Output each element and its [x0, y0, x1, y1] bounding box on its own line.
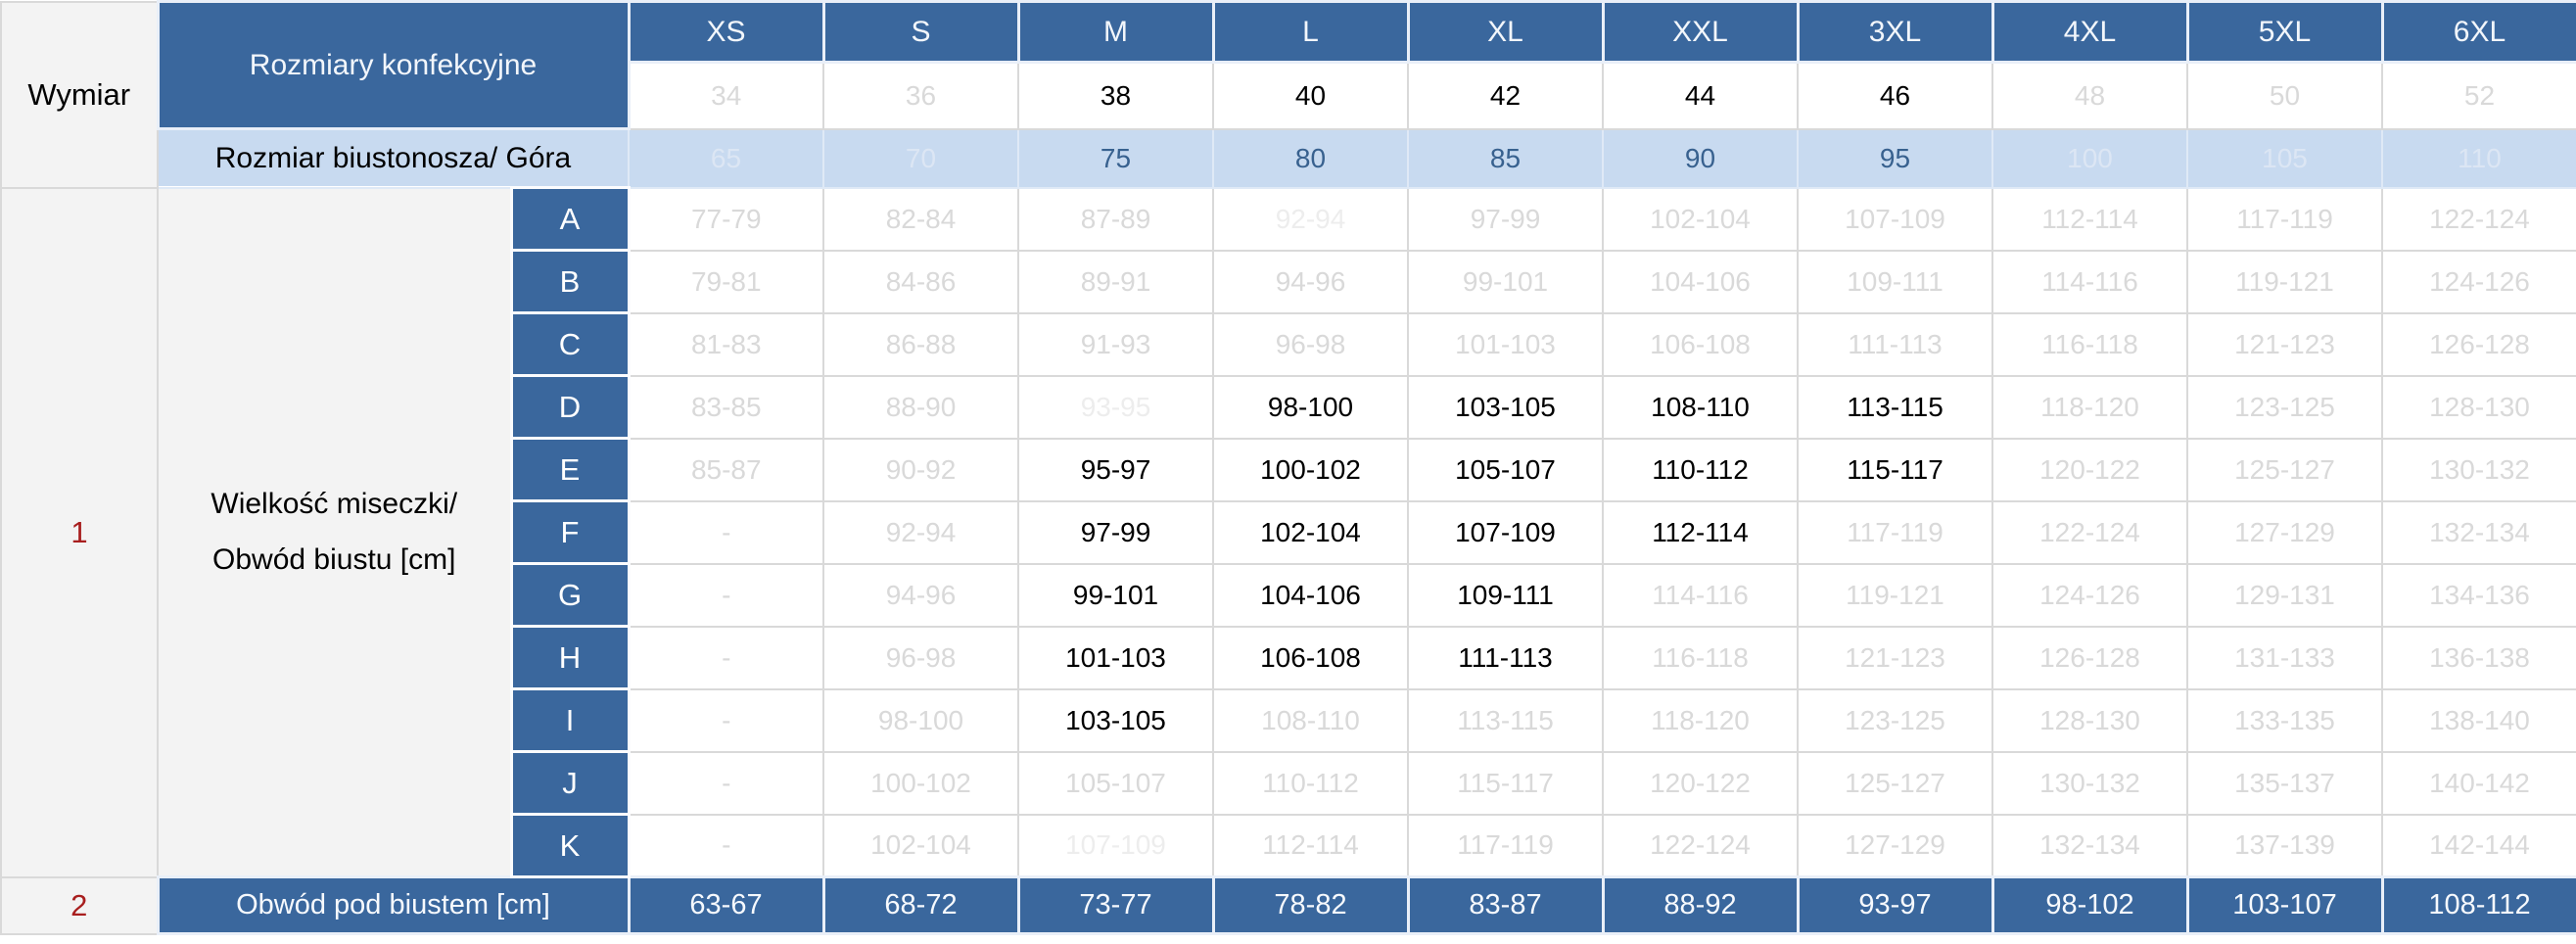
- measurement-cell: 116-118: [1992, 313, 2187, 376]
- measurement-cell: 134-136: [2382, 564, 2576, 627]
- dimension-label-cell: Wymiar: [1, 2, 158, 188]
- measurement-cell: 118-120: [1603, 689, 1798, 752]
- measurement-cell: 129-131: [2187, 564, 2382, 627]
- cup-letter-cell: H: [511, 627, 629, 689]
- measurement-cell: 89-91: [1018, 251, 1213, 313]
- cup-letter-cell: C: [511, 313, 629, 376]
- measurement-cell: 112-114: [1603, 501, 1798, 564]
- measurement-cell: 97-99: [1018, 501, 1213, 564]
- cup-letter-cell: E: [511, 439, 629, 501]
- measurement-cell: 92-94: [1213, 188, 1408, 251]
- measurement-cell: 140-142: [2382, 752, 2576, 815]
- measurement-cell: 114-116: [1992, 251, 2187, 313]
- band-size-cell: 80: [1213, 129, 1408, 188]
- measurement-cell: 99-101: [1408, 251, 1603, 313]
- measurement-cell: 103-105: [1018, 689, 1213, 752]
- size-column-header: 3XL: [1798, 2, 1992, 63]
- measurement-cell: 111-113: [1798, 313, 1992, 376]
- confection-size-cell: 40: [1213, 63, 1408, 129]
- measurement-cell: 92-94: [823, 501, 1018, 564]
- measurement-cell: 87-89: [1018, 188, 1213, 251]
- measurement-cell: 126-128: [2382, 313, 2576, 376]
- size-column-header: XL: [1408, 2, 1603, 63]
- measurement-cell: 94-96: [1213, 251, 1408, 313]
- confection-size-cell: 44: [1603, 63, 1798, 129]
- measurement-cell: 106-108: [1213, 627, 1408, 689]
- cup-letter-cell: A: [511, 188, 629, 251]
- measurement-cell: 79-81: [629, 251, 823, 313]
- measurement-cell: 128-130: [1992, 689, 2187, 752]
- confection-size-cell: 50: [2187, 63, 2382, 129]
- confection-size-cell: 42: [1408, 63, 1603, 129]
- measurement-cell: 126-128: [1992, 627, 2187, 689]
- measurement-cell: 101-103: [1408, 313, 1603, 376]
- measurement-cell: 84-86: [823, 251, 1018, 313]
- measurement-cell: 101-103: [1018, 627, 1213, 689]
- size-column-header: 4XL: [1992, 2, 2187, 63]
- measurement-cell: 142-144: [2382, 815, 2576, 877]
- band-size-cell: 75: [1018, 129, 1213, 188]
- measurement-cell: 96-98: [823, 627, 1018, 689]
- measurement-cell: 107-109: [1798, 188, 1992, 251]
- measurement-cell: 107-109: [1408, 501, 1603, 564]
- measurement-cell: 128-130: [2382, 376, 2576, 439]
- measurement-cell: 109-111: [1408, 564, 1603, 627]
- cup-letter-cell: J: [511, 752, 629, 815]
- measurement-cell: 99-101: [1018, 564, 1213, 627]
- measurement-cell: 107-109: [1018, 815, 1213, 877]
- underbust-cell: 103-107: [2187, 877, 2382, 934]
- measurement-cell: 120-122: [1603, 752, 1798, 815]
- measurement-cell: -: [629, 564, 823, 627]
- measurement-cell: 98-100: [823, 689, 1018, 752]
- measurement-cell: 110-112: [1603, 439, 1798, 501]
- measurement-cell: 86-88: [823, 313, 1018, 376]
- measurement-cell: 112-114: [1992, 188, 2187, 251]
- cup-section-label: [158, 188, 511, 877]
- measurement-cell: 104-106: [1603, 251, 1798, 313]
- measurement-cell: 113-115: [1408, 689, 1603, 752]
- measurement-cell: 137-139: [2187, 815, 2382, 877]
- measurement-cell: 112-114: [1213, 815, 1408, 877]
- measurement-cell: 117-119: [2187, 188, 2382, 251]
- confection-size-cell: 48: [1992, 63, 2187, 129]
- cup-letter-cell: B: [511, 251, 629, 313]
- underbust-cell: 78-82: [1213, 877, 1408, 934]
- measurement-cell: 127-129: [2187, 501, 2382, 564]
- band-size-cell: 90: [1603, 129, 1798, 188]
- underbust-row: [1, 877, 2576, 934]
- measurement-cell: 90-92: [823, 439, 1018, 501]
- row-index-2: 2: [1, 877, 158, 934]
- measurement-cell: 77-79: [629, 188, 823, 251]
- measurement-cell: 111-113: [1408, 627, 1603, 689]
- band-sizes-row: [1, 129, 2576, 188]
- underbust-cell: 63-67: [629, 877, 823, 934]
- cup-letter-cell: I: [511, 689, 629, 752]
- cup-section-label-line: Wielkość miseczki/: [211, 488, 458, 521]
- underbust-cell: 73-77: [1018, 877, 1213, 934]
- measurement-cell: 81-83: [629, 313, 823, 376]
- size-column-header: L: [1213, 2, 1408, 63]
- measurement-cell: 122-124: [1992, 501, 2187, 564]
- cup-letter-cell: K: [511, 815, 629, 877]
- underbust-cell: 83-87: [1408, 877, 1603, 934]
- measurement-cell: 125-127: [1798, 752, 1992, 815]
- measurement-cell: 119-121: [1798, 564, 1992, 627]
- confection-size-cell: 38: [1018, 63, 1213, 129]
- measurement-cell: 119-121: [2187, 251, 2382, 313]
- size-column-header: 6XL: [2382, 2, 2576, 63]
- measurement-cell: 138-140: [2382, 689, 2576, 752]
- measurement-cell: 127-129: [1798, 815, 1992, 877]
- size-column-header: M: [1018, 2, 1213, 63]
- measurement-cell: 98-100: [1213, 376, 1408, 439]
- measurement-cell: 105-107: [1018, 752, 1213, 815]
- confection-sizes-label: Rozmiary konfekcyjne: [158, 2, 629, 129]
- measurement-cell: 130-132: [2382, 439, 2576, 501]
- measurement-cell: -: [629, 501, 823, 564]
- measurement-cell: 104-106: [1213, 564, 1408, 627]
- cup-letter-cell: D: [511, 376, 629, 439]
- measurement-cell: 132-134: [2382, 501, 2576, 564]
- band-size-cell: 85: [1408, 129, 1603, 188]
- measurement-cell: 116-118: [1603, 627, 1798, 689]
- measurement-cell: 85-87: [629, 439, 823, 501]
- measurement-cell: 102-104: [823, 815, 1018, 877]
- band-size-cell: 105: [2187, 129, 2382, 188]
- measurement-cell: 103-105: [1408, 376, 1603, 439]
- measurement-cell: 102-104: [1603, 188, 1798, 251]
- measurement-cell: 105-107: [1408, 439, 1603, 501]
- measurement-cell: 136-138: [2382, 627, 2576, 689]
- underbust-cell: 88-92: [1603, 877, 1798, 934]
- measurement-cell: 132-134: [1992, 815, 2187, 877]
- measurement-cell: 109-111: [1798, 251, 1992, 313]
- measurement-cell: 113-115: [1798, 376, 1992, 439]
- measurement-cell: 125-127: [2187, 439, 2382, 501]
- measurement-cell: 121-123: [2187, 313, 2382, 376]
- measurement-cell: 115-117: [1408, 752, 1603, 815]
- size-header-row: [1, 2, 2576, 63]
- size-column-header: XS: [629, 2, 823, 63]
- measurement-cell: 96-98: [1213, 313, 1408, 376]
- measurement-cell: 117-119: [1408, 815, 1603, 877]
- band-size-cell: 100: [1992, 129, 2187, 188]
- measurement-cell: -: [629, 627, 823, 689]
- measurement-cell: 94-96: [823, 564, 1018, 627]
- cup-letter-cell: G: [511, 564, 629, 627]
- underbust-cell: 68-72: [823, 877, 1018, 934]
- measurement-cell: 120-122: [1992, 439, 2187, 501]
- confection-size-cell: 34: [629, 63, 823, 129]
- measurement-cell: 82-84: [823, 188, 1018, 251]
- measurement-cell: 106-108: [1603, 313, 1798, 376]
- confection-size-cell: 46: [1798, 63, 1992, 129]
- band-size-cell: 95: [1798, 129, 1992, 188]
- underbust-cell: 98-102: [1992, 877, 2187, 934]
- measurement-cell: 121-123: [1798, 627, 1992, 689]
- measurement-cell: -: [629, 752, 823, 815]
- measurement-cell: 88-90: [823, 376, 1018, 439]
- measurement-cell: 130-132: [1992, 752, 2187, 815]
- measurement-cell: 117-119: [1798, 501, 1992, 564]
- measurement-cell: 83-85: [629, 376, 823, 439]
- row-index-1: 1: [1, 188, 158, 877]
- band-size-cell: 65: [629, 129, 823, 188]
- measurement-cell: 91-93: [1018, 313, 1213, 376]
- measurement-cell: 100-102: [823, 752, 1018, 815]
- measurement-cell: 93-95: [1018, 376, 1213, 439]
- underbust-label: Obwód pod biustem [cm]: [158, 877, 629, 934]
- size-column-header: XXL: [1603, 2, 1798, 63]
- confection-size-cell: 52: [2382, 63, 2576, 129]
- underbust-cell: 93-97: [1798, 877, 1992, 934]
- measurement-cell: 124-126: [2382, 251, 2576, 313]
- measurement-cell: 102-104: [1213, 501, 1408, 564]
- measurement-cell: 108-110: [1603, 376, 1798, 439]
- measurement-cell: 115-117: [1798, 439, 1992, 501]
- cup-letter-cell: F: [511, 501, 629, 564]
- measurement-cell: 124-126: [1992, 564, 2187, 627]
- size-column-header: 5XL: [2187, 2, 2382, 63]
- measurement-cell: 110-112: [1213, 752, 1408, 815]
- band-sizes-label: Rozmiar biustonosza/ Góra: [158, 129, 629, 188]
- measurement-cell: 123-125: [1798, 689, 1992, 752]
- cup-row-A: [1, 188, 2576, 251]
- confection-size-cell: 36: [823, 63, 1018, 129]
- measurement-cell: 114-116: [1603, 564, 1798, 627]
- measurement-cell: 122-124: [1603, 815, 1798, 877]
- measurement-cell: 135-137: [2187, 752, 2382, 815]
- measurement-cell: 97-99: [1408, 188, 1603, 251]
- measurement-cell: -: [629, 689, 823, 752]
- cup-section-label-line: Obwód biustu [cm]: [212, 543, 456, 577]
- size-column-header: S: [823, 2, 1018, 63]
- band-size-cell: 110: [2382, 129, 2576, 188]
- measurement-cell: 123-125: [2187, 376, 2382, 439]
- band-size-cell: 70: [823, 129, 1018, 188]
- measurement-cell: 131-133: [2187, 627, 2382, 689]
- underbust-cell: 108-112: [2382, 877, 2576, 934]
- measurement-cell: 95-97: [1018, 439, 1213, 501]
- measurement-cell: -: [629, 815, 823, 877]
- measurement-cell: 108-110: [1213, 689, 1408, 752]
- measurement-cell: 122-124: [2382, 188, 2576, 251]
- measurement-cell: 118-120: [1992, 376, 2187, 439]
- measurement-cell: 133-135: [2187, 689, 2382, 752]
- measurement-cell: 100-102: [1213, 439, 1408, 501]
